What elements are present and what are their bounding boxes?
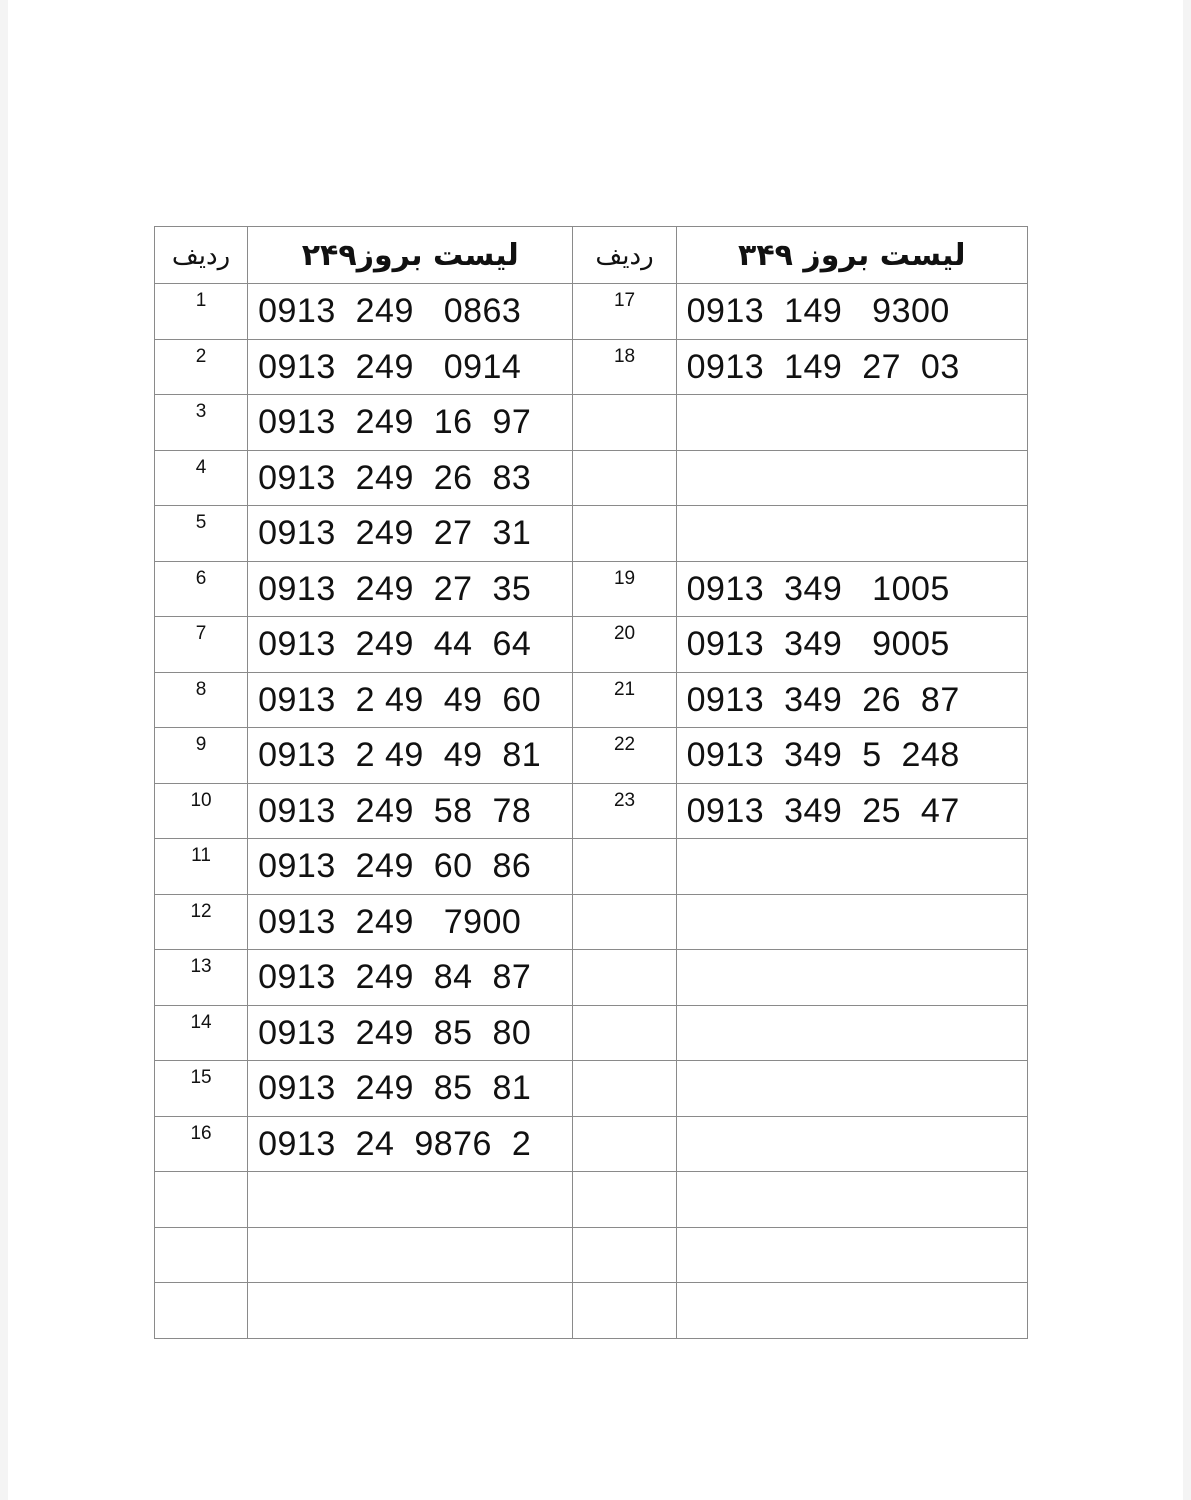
table-row [155,506,1028,562]
row-index-left-cell [155,839,248,895]
phone-number-right [677,395,1027,403]
table-row [155,1172,1028,1228]
row-index-left-cell [155,1227,248,1283]
phone-number-right-cell [676,672,1027,728]
row-index-right: 18 [613,345,636,367]
phone-number-left-cell [248,839,573,895]
phone-number-right: 0913 349 1005 [686,569,950,608]
phone-number-left-cell [248,284,573,340]
phone-number-right: 0913 149 27 03 [686,347,960,386]
table-row [155,1227,1028,1283]
phone-number-left-cell [248,672,573,728]
row-index-left: 14 [190,1011,212,1033]
phone-number-right-cell [676,561,1027,617]
table-row [155,1283,1028,1339]
row-index-left: 15 [190,1067,212,1088]
phone-number-right: 0913 349 5 248 [686,736,960,774]
row-index-right-cell [573,894,676,950]
phone-number-right-cell [676,783,1027,839]
row-index-left: 2 [195,345,207,367]
phone-number-left-cell [248,1116,573,1172]
phone-number-left: 0913 249 27 31 [258,514,532,552]
phone-number-right-cell [676,506,1027,562]
table-row [155,561,1028,617]
header-title-left [248,227,573,284]
phone-number-left: 0913 24 9876 2 [258,1124,532,1163]
row-index-right-cell [573,450,676,506]
phone-number-left-cell [248,1005,573,1061]
row-index-left-cell [155,728,248,784]
phone-number-right [677,950,1027,958]
row-index-left: 10 [190,789,212,811]
row-index-right-cell [573,617,676,673]
row-index-left: 9 [195,734,207,755]
row-index-left [155,1172,247,1178]
row-index-right: 22 [613,734,636,755]
row-index-right-cell [573,284,676,340]
row-index-left: 8 [195,678,207,700]
row-index-right-cell [573,1005,676,1061]
row-index-left-cell [155,617,248,673]
row-index-right: 17 [613,290,636,311]
phone-number-left-cell [248,395,573,451]
header-title-right [676,227,1027,284]
phone-number-right-cell [676,617,1027,673]
table-row [155,672,1028,728]
table-row [155,395,1028,451]
row-index-right-cell [573,1283,676,1339]
row-index-left-cell [155,1116,248,1172]
row-index-right-cell [573,395,676,451]
phone-number-right-cell [676,284,1027,340]
phone-number-left: 0913 249 0914 [258,347,522,386]
table-row [155,1116,1028,1172]
phone-number-right [677,895,1027,903]
phone-number-left-cell [248,561,573,617]
phone-number-right [677,1228,1027,1236]
row-index-left-cell [155,506,248,562]
table-row [155,1061,1028,1117]
phone-number-right: 0913 349 25 47 [686,791,960,830]
phone-number-right-cell [676,395,1027,451]
phone-number-left: 0913 249 60 86 [258,847,532,885]
row-index-right [573,1006,675,1012]
phone-number-left-cell [248,1283,573,1339]
phone-number-left: 0913 2 49 49 81 [258,736,542,774]
row-number-heading: ردیف [171,241,231,271]
phone-number-left: 0913 249 7900 [258,902,522,941]
phone-number-left: 0913 249 16 97 [258,403,532,441]
header-row-label-right [573,227,676,284]
phone-number-left-cell [248,339,573,395]
table-row [155,950,1028,1006]
row-index-right [573,1228,675,1234]
row-index-left-cell [155,783,248,839]
row-index-right [573,839,675,845]
phone-number-right [677,451,1027,459]
phone-number-right-cell [676,1227,1027,1283]
phone-number-right-cell [676,950,1027,1006]
table-row [155,284,1028,340]
phone-number-left-cell [248,617,573,673]
row-index-left-cell [155,672,248,728]
phone-number-right-cell [676,1283,1027,1339]
row-index-left [155,1228,247,1234]
phone-number-right [677,839,1027,847]
phone-number-left [248,1172,572,1180]
row-index-right [573,1172,675,1178]
row-index-right [573,895,675,901]
table-row [155,339,1028,395]
row-index-right: 21 [613,678,636,700]
table-row [155,1005,1028,1061]
row-index-left: 3 [195,401,207,422]
phone-number-right: 0913 149 9300 [686,292,950,330]
phone-number-left-cell [248,1172,573,1228]
phone-number-right-cell [676,450,1027,506]
phone-number-left-cell [248,894,573,950]
row-index-left-cell [155,450,248,506]
row-index-left: 13 [190,956,212,977]
row-index-left-cell [155,284,248,340]
phone-number-right [677,1172,1027,1180]
list-349-heading: لیست بروز ۳۴۹ [738,237,966,273]
row-index-left [155,1283,247,1289]
phone-number-right-cell [676,1005,1027,1061]
row-index-left: 11 [191,845,211,866]
header-row-label-left [155,227,248,284]
row-index-left-cell [155,561,248,617]
phone-number-left: 0913 249 44 64 [258,625,532,663]
row-index-right [573,1117,675,1123]
phone-number-left [248,1228,572,1236]
row-index-right [573,395,675,401]
phone-number-table [154,226,1028,1339]
phone-number-right [677,1006,1027,1014]
row-index-right [573,1283,675,1289]
phone-number-left [248,1283,572,1291]
row-index-left-cell [155,1005,248,1061]
phone-number-left: 0913 249 85 80 [258,1013,532,1052]
phone-number-left: 0913 249 58 78 [258,791,532,830]
phone-number-left-cell [248,950,573,1006]
row-index-right: 19 [613,567,636,589]
row-index-right-cell [573,950,676,1006]
row-number-heading: ردیف [595,241,654,271]
row-index-right [573,506,675,512]
row-index-right: 20 [613,623,636,644]
row-index-right-cell [573,672,676,728]
phone-number-left: 0913 249 26 83 [258,458,532,497]
phone-number-left-cell [248,1227,573,1283]
phone-number-left-cell [248,506,573,562]
row-index-right-cell [573,1061,676,1117]
row-index-right: 23 [613,789,636,811]
row-index-right-cell [573,1172,676,1228]
table-row [155,617,1028,673]
row-index-left-cell [155,950,248,1006]
table-row [155,783,1028,839]
row-index-right [573,451,675,457]
phone-number-right: 0913 349 26 87 [686,680,960,719]
table-row [155,728,1028,784]
phone-number-right-cell [676,728,1027,784]
table-row [155,894,1028,950]
phone-number-right [677,1061,1027,1069]
phone-number-right [677,1283,1027,1291]
row-index-left-cell [155,894,248,950]
phone-number-left: 0913 2 49 49 60 [258,680,542,719]
row-index-right [573,950,675,956]
row-index-left: 16 [190,1122,212,1144]
list-249-heading: لیست بروز۲۴۹ [301,237,519,273]
row-index-left: 5 [195,512,207,533]
row-index-right-cell [573,339,676,395]
phone-number-right [677,506,1027,514]
row-index-left-cell [155,1061,248,1117]
row-index-left-cell [155,1172,248,1228]
phone-number-right: 0913 349 9005 [686,625,950,663]
document-page [8,0,1183,1500]
row-index-left-cell [155,1283,248,1339]
row-index-left: 4 [195,456,207,478]
table-header-row [155,227,1028,284]
row-index-left: 6 [195,567,207,589]
row-index-right-cell [573,506,676,562]
phone-number-left: 0913 249 0863 [258,292,522,330]
phone-number-right-cell [676,1116,1027,1172]
phone-number-left: 0913 249 84 87 [258,958,532,996]
row-index-left: 12 [190,900,212,922]
phone-number-left: 0913 249 27 35 [258,569,532,608]
row-index-right-cell [573,1227,676,1283]
phone-number-left: 0913 249 85 81 [258,1069,532,1107]
phone-number-left-cell [248,450,573,506]
phone-number-left-cell [248,728,573,784]
table-row [155,450,1028,506]
phone-number-right-cell [676,339,1027,395]
row-index-right-cell [573,783,676,839]
phone-number-left-cell [248,1061,573,1117]
row-index-right [573,1061,675,1067]
row-index-left: 1 [195,290,207,311]
phone-number-right-cell [676,1061,1027,1117]
phone-number-right-cell [676,839,1027,895]
table-row [155,839,1028,895]
row-index-left: 7 [195,623,207,644]
phone-number-left-cell [248,783,573,839]
row-index-right-cell [573,1116,676,1172]
row-index-right-cell [573,839,676,895]
phone-number-right-cell [676,1172,1027,1228]
row-index-left-cell [155,339,248,395]
row-index-right-cell [573,728,676,784]
phone-number-right-cell [676,894,1027,950]
row-index-right-cell [573,561,676,617]
phone-number-right [677,1117,1027,1125]
row-index-left-cell [155,395,248,451]
